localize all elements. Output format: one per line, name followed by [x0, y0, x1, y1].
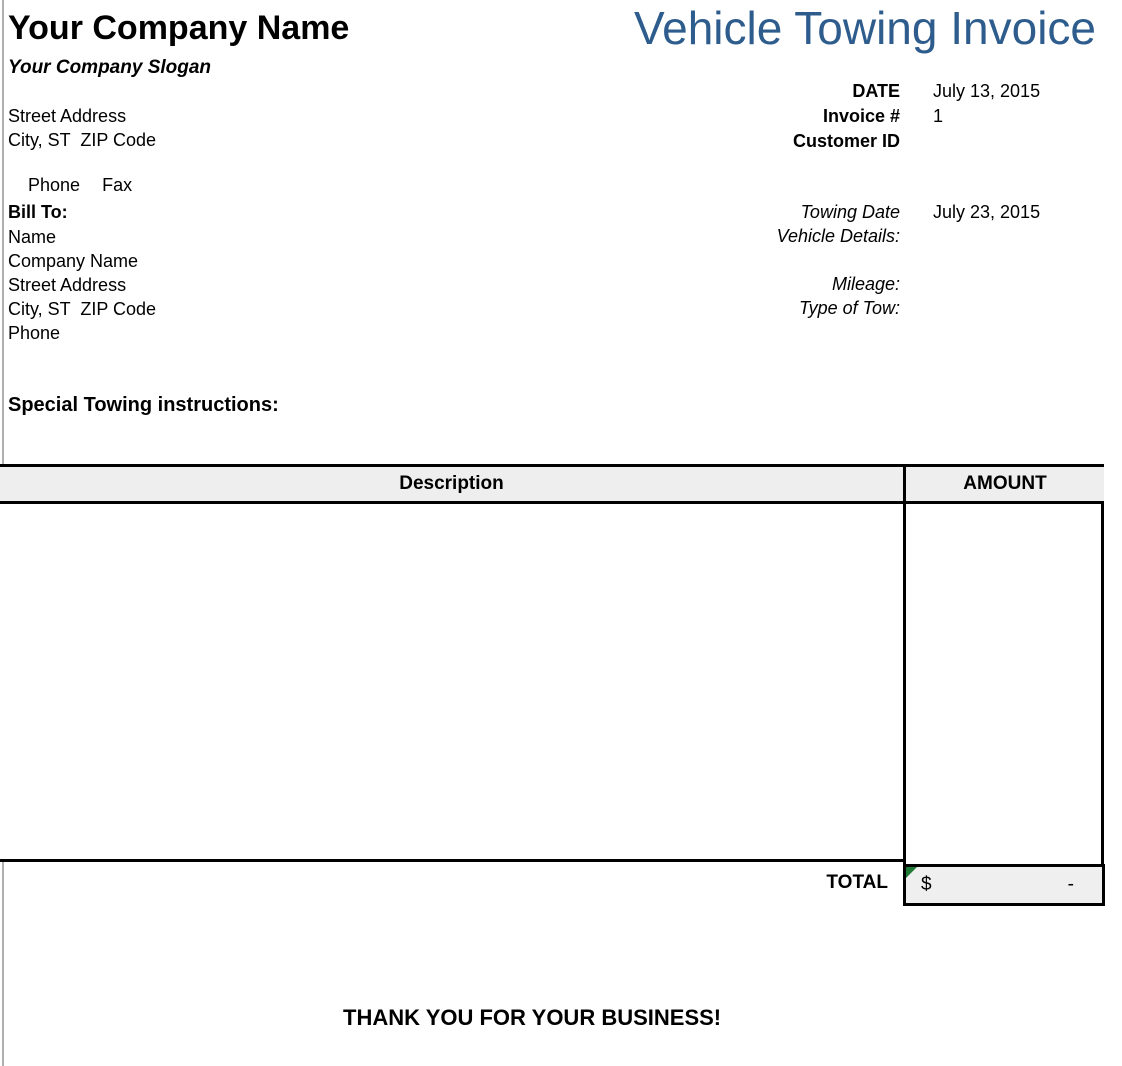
date-label: DATE [852, 81, 900, 101]
invoice-number-label: Invoice # [822, 106, 900, 126]
bill-to-company[interactable]: Company Name [8, 251, 139, 271]
company-fax: Fax [102, 175, 133, 195]
invoice-number-value[interactable]: 1 [933, 106, 944, 126]
document-title: Vehicle Towing Invoice [634, 2, 1096, 54]
mileage-label: Mileage: [831, 274, 900, 294]
company-street: Street Address [8, 106, 127, 126]
bill-to-heading: Bill To: [8, 202, 68, 222]
items-table-header [0, 464, 1104, 504]
bill-to-phone[interactable]: Phone [8, 323, 61, 343]
description-column-header: Description [399, 473, 504, 494]
bill-to-street[interactable]: Street Address [8, 275, 127, 295]
company-slogan: Your Company Slogan [8, 57, 212, 78]
total-value: - [1067, 874, 1074, 895]
thank-you-message: THANK YOU FOR YOUR BUSINESS! [343, 1005, 722, 1030]
customer-id-label: Customer ID [792, 131, 900, 151]
date-value[interactable]: July 13, 2015 [933, 81, 1041, 101]
towing-date-label: Towing Date [800, 202, 900, 222]
bill-to-city[interactable]: City, ST ZIP Code [8, 299, 157, 319]
total-amount-cell[interactable] [903, 864, 1105, 906]
bill-to-name[interactable]: Name [8, 227, 57, 247]
company-phone: Phone [28, 175, 81, 195]
description-body-cell[interactable] [0, 504, 903, 862]
vehicle-details-label: Vehicle Details: [776, 226, 900, 246]
company-city: City, ST ZIP Code [8, 130, 157, 150]
amount-body-cell[interactable] [903, 504, 1104, 864]
towing-date-value[interactable]: July 23, 2015 [933, 202, 1041, 222]
cell-flag-triangle-icon [906, 867, 917, 878]
special-towing-instructions-label: Special Towing instructions: [8, 394, 279, 416]
total-currency-symbol: $ [921, 874, 932, 895]
type-of-tow-label: Type of Tow: [798, 298, 900, 318]
total-label: TOTAL [826, 872, 888, 893]
company-name: Your Company Name [8, 9, 350, 47]
amount-column-header: AMOUNT [903, 467, 1104, 501]
